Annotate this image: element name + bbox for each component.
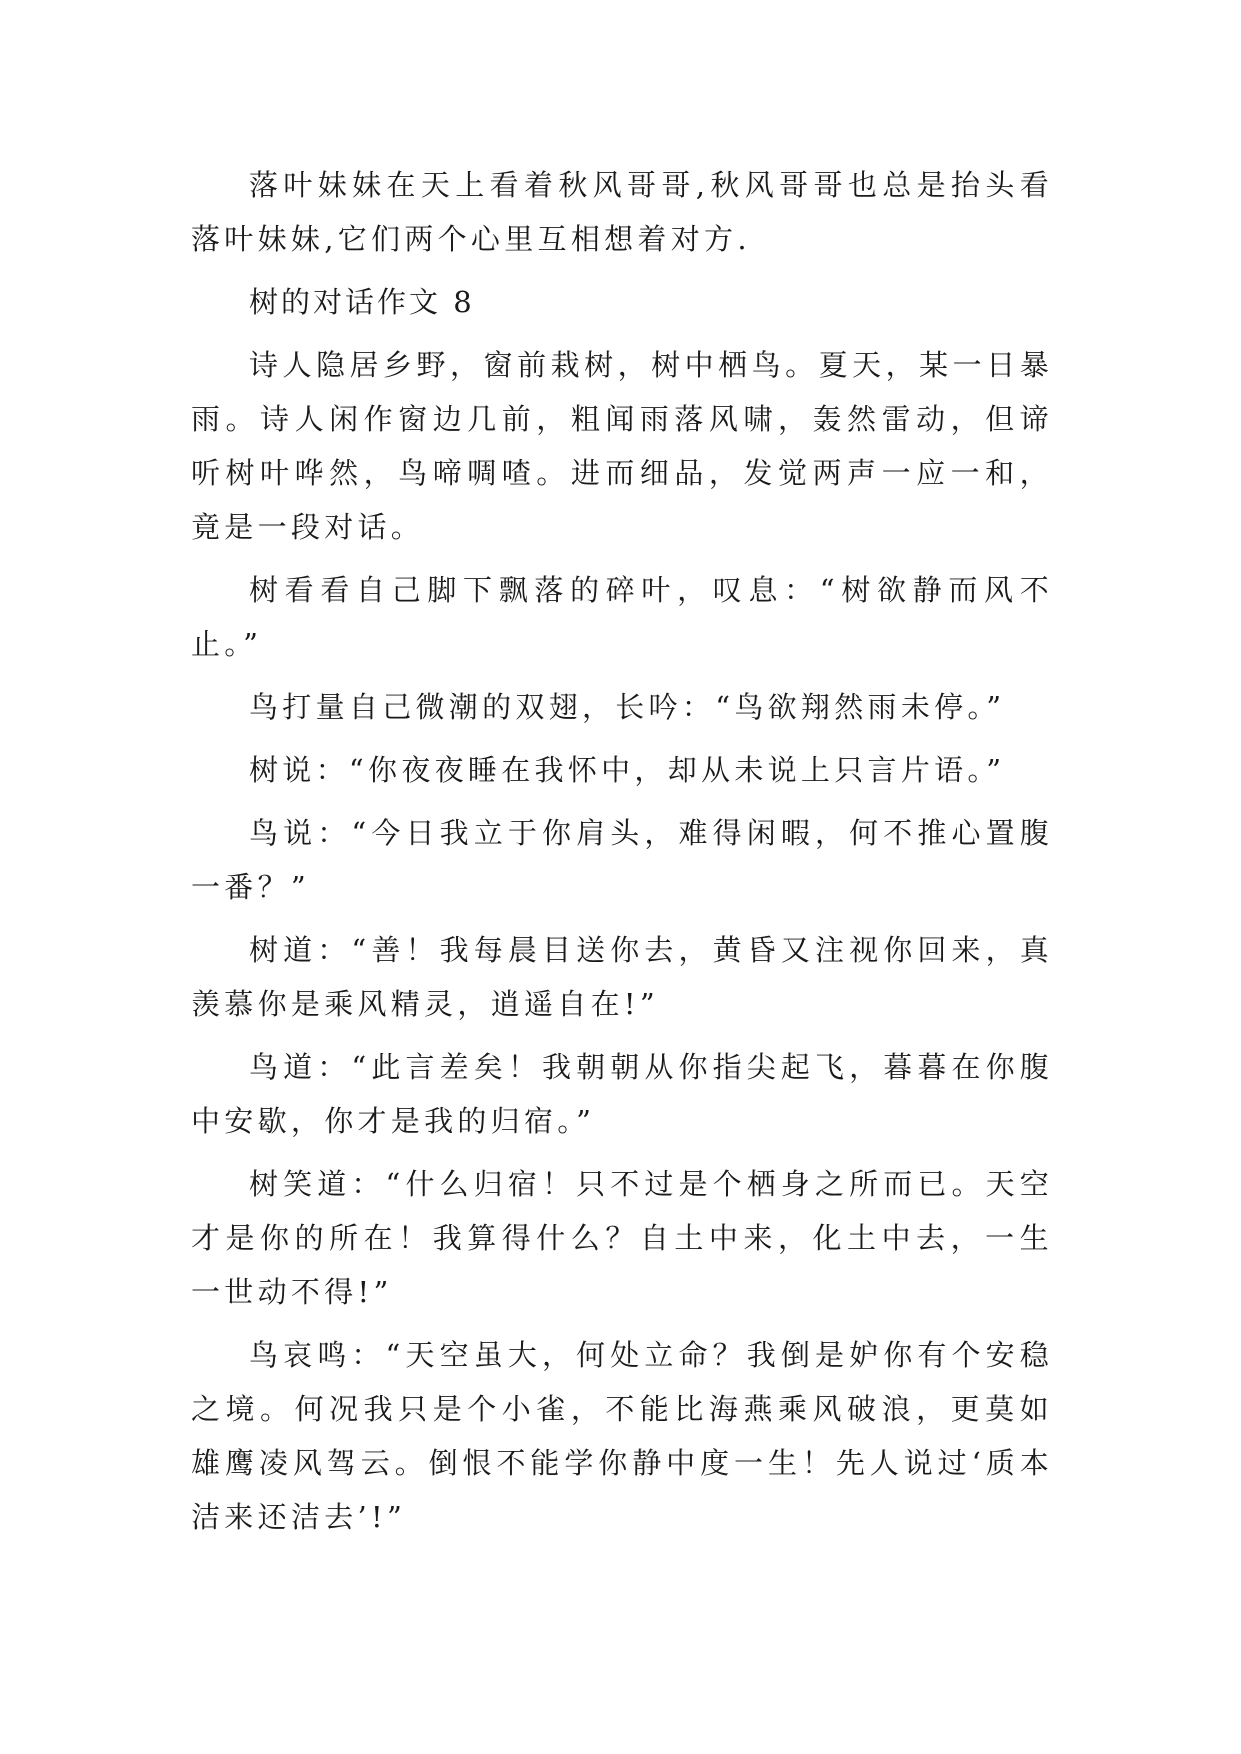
paragraph-9: 树笑道：“什么归宿！只不过是个栖身之所而已。天空才是你的所在！我算得什么？自土中来，化土中去，一生一世动不得!”: [191, 1167, 1053, 1309]
paragraph-1: 落叶妹妹在天上看着秋风哥哥,秋风哥哥也总是抬头看落叶妹妹,它们两个心里互相想着对方.: [191, 168, 1053, 256]
paragraph-4: 鸟打量自己微潮的双翅，长吟：“鸟欲翔然雨未停。”: [249, 690, 1006, 724]
paragraph-7: 树道：“善！我每晨目送你去，黄昏又注视你回来，真羡慕你是乘风精灵，逍遥自在!”: [191, 933, 1053, 1021]
paragraph-8: 鸟道：“此言差矣！我朝朝从你指尖起飞，暮暮在你腹中安歇，你才是我的归宿。”: [191, 1050, 1053, 1138]
paragraph-6: 鸟说：“今日我立于你肩头，难得闲暇，何不推心置腹一番？”: [191, 816, 1053, 904]
essay-heading: 树的对话作文 8: [249, 285, 475, 319]
document-body: [191, 158, 1053, 1553]
paragraph-5: 树说：“你夜夜睡在我怀中，却从未说上只言片语。”: [249, 753, 1006, 787]
paragraph-3: 树看看自己脚下飘落的碎叶，叹息：“树欲静而风不止。”: [191, 573, 1053, 661]
paragraph-10: 鸟哀鸣：“天空虽大，何处立命？我倒是妒你有个安稳之境。何况我只是个小雀，不能比海燕乘风破浪，更莫如雄鹰凌风驾云。倒恨不能学你静中度一生！先人说过‘质本洁来还洁去’!”: [191, 1338, 1053, 1534]
paragraph-2: 诗人隐居乡野，窗前栽树，树中栖鸟。夏天，某一日暴雨。诗人闲作窗边几前，粗闻雨落风啸，轰然雷动，但谛听树叶哗然，鸟啼啁喳。进而细品，发觉两声一应一和，竟是一段对话。: [191, 348, 1053, 544]
